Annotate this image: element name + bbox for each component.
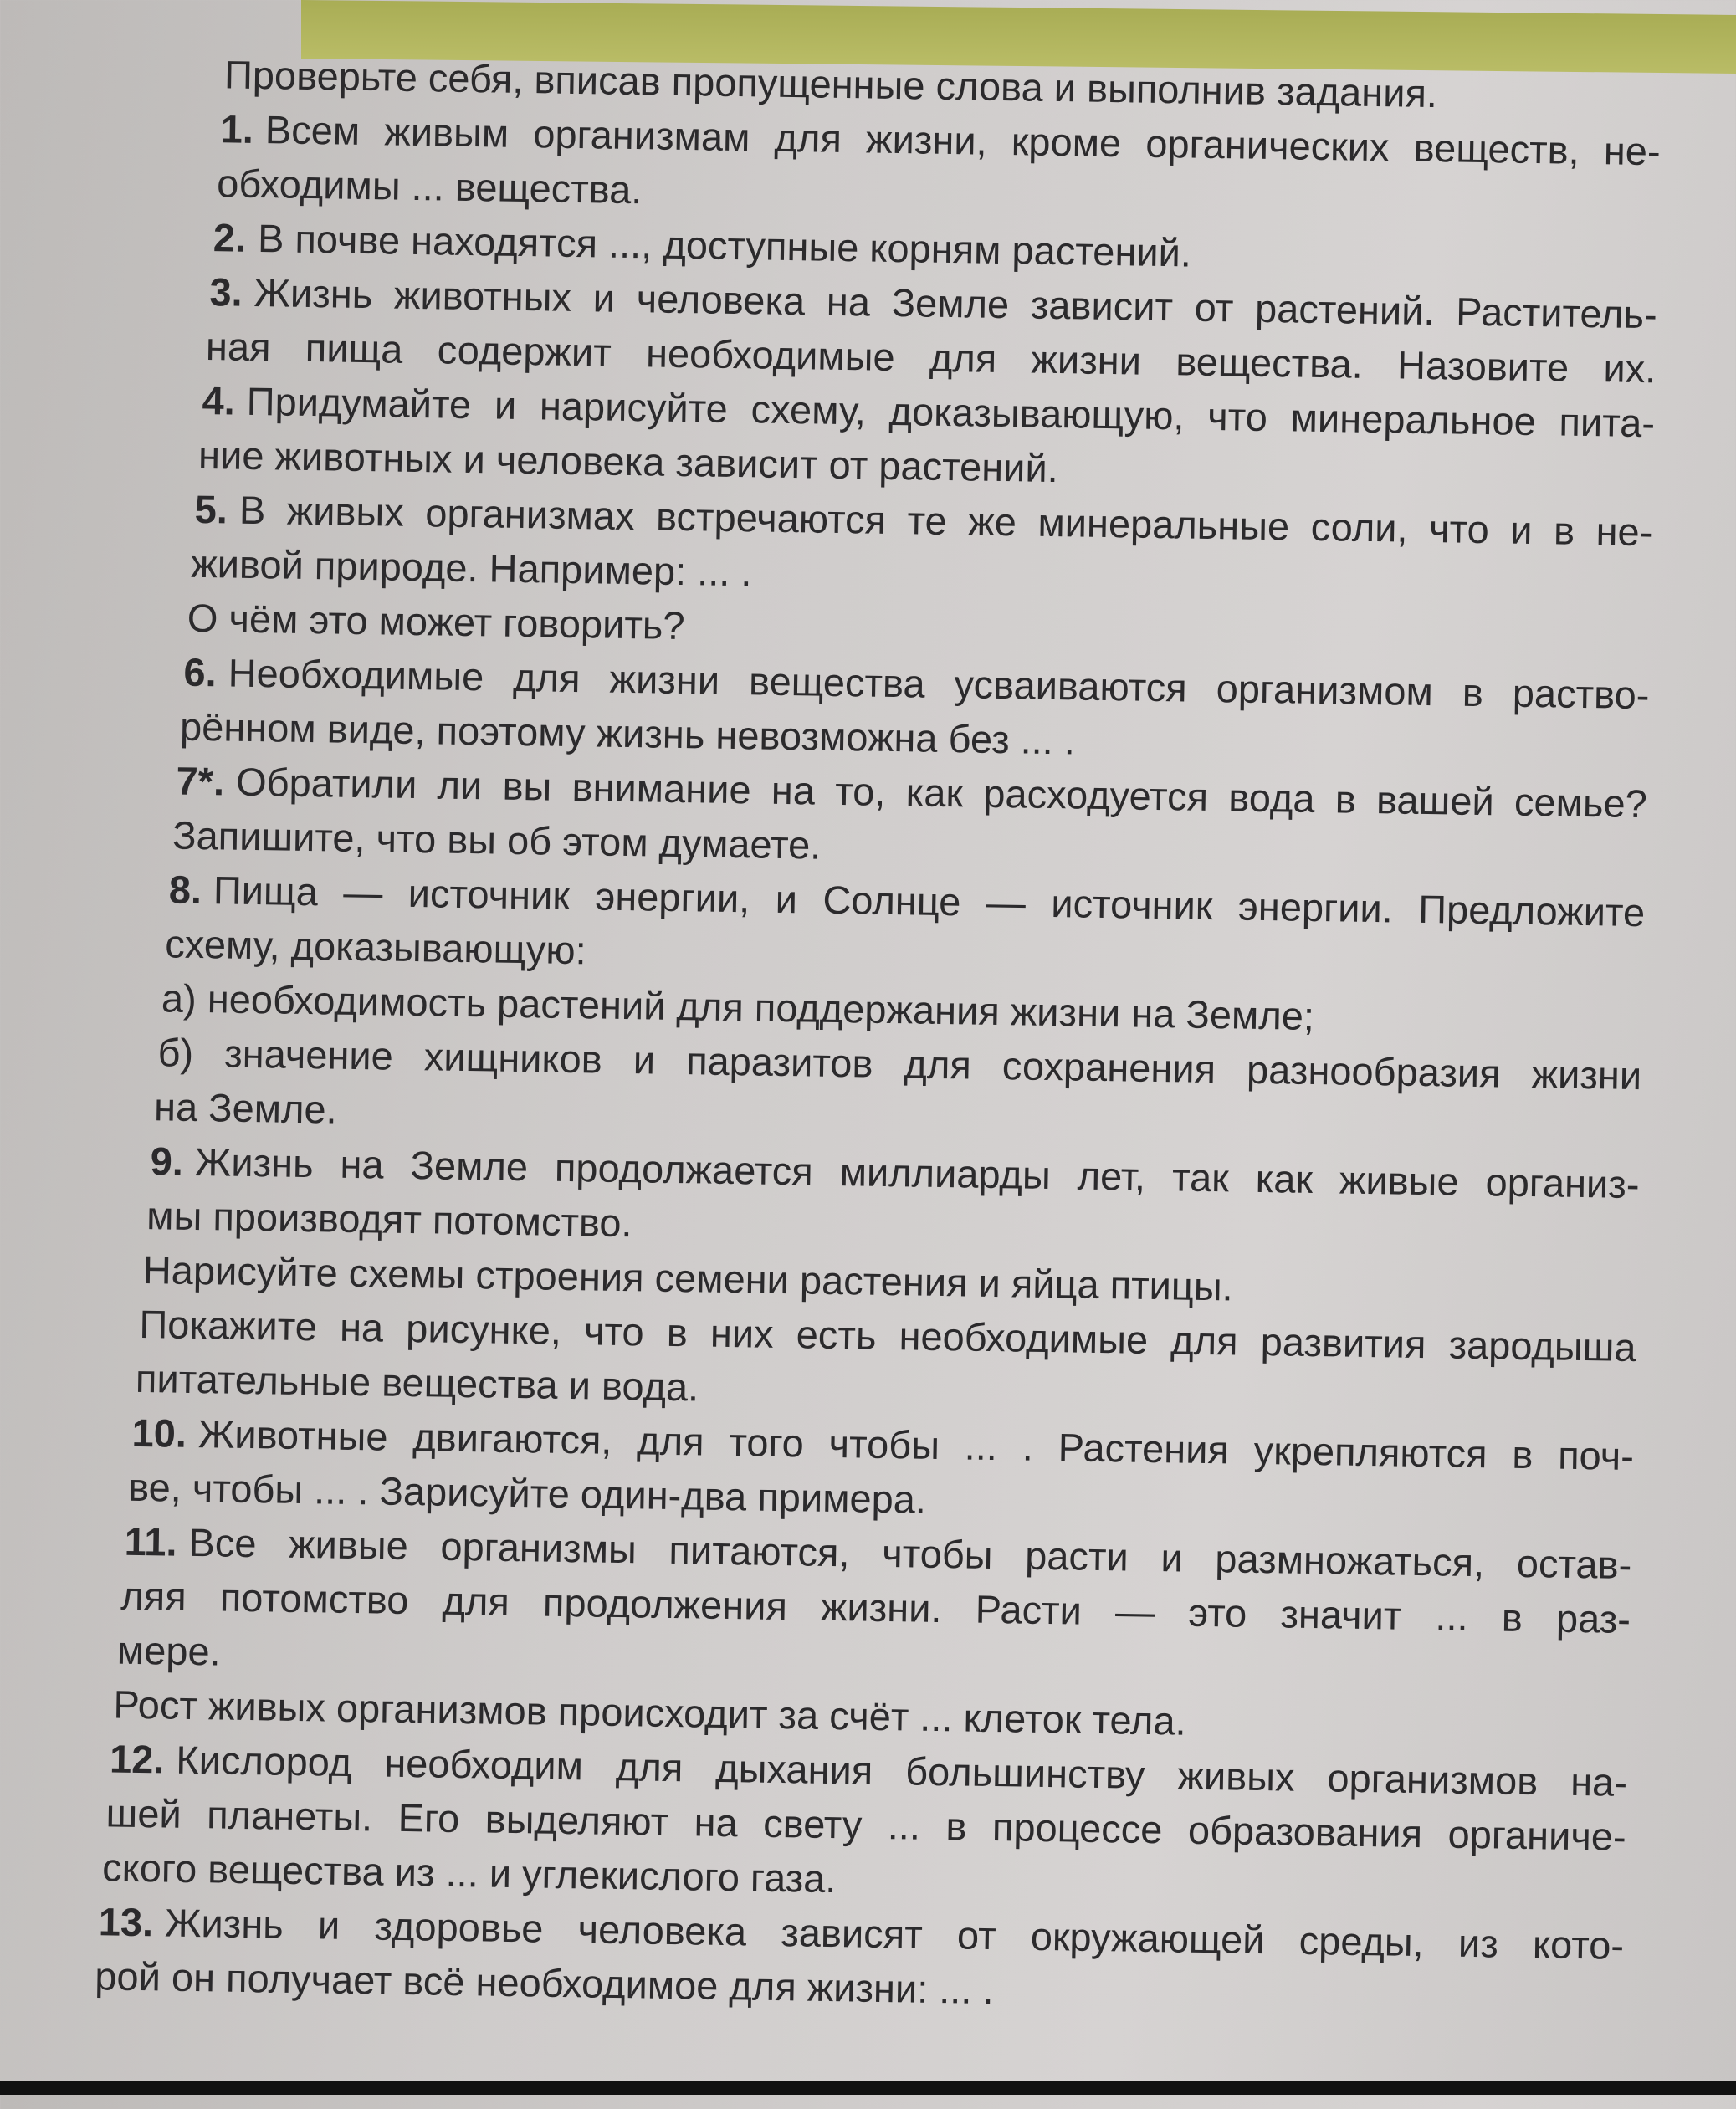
line-text: обходимы ... вещества.: [216, 161, 643, 212]
line-text: Всем живым организмам для жизни, кроме органических веществ, не-: [264, 107, 1662, 174]
task-number: 4.: [202, 377, 236, 423]
task-number: 6.: [183, 649, 218, 695]
line-text: живой природе. Например: ... .: [190, 540, 752, 595]
line-text: В живых организмах встречаются те же минеральные соли, что и в не-: [238, 487, 1653, 555]
task-number: 13.: [98, 1899, 154, 1945]
task-number: 1.: [220, 106, 254, 151]
line-text: Животные двигаются, для того чтобы ... . Растения укрепляются в поч-: [197, 1411, 1635, 1479]
line-text: Проверьте себя, вписав пропущенные слова и выполнив задания.: [223, 52, 1438, 116]
line-text: рой он получает всё необходимое для жизни: ... .: [95, 1953, 995, 2013]
line-text: на Земле.: [153, 1084, 338, 1132]
task-number: 3.: [209, 269, 243, 315]
line-text: Придумайте и нарисуйте схему, доказывающую, что минеральное пита-: [246, 378, 1656, 446]
line-text: а) необходимость растений для поддержания жизни на Земле;: [161, 975, 1315, 1038]
line-text: О чём это может говорить?: [187, 595, 685, 648]
task-number: 5.: [194, 486, 228, 532]
task-number: 2.: [213, 215, 247, 260]
line-text: Покажите на рисунке, что в них есть необходимые для развития зародыша: [139, 1301, 1636, 1370]
task-number: 12.: [109, 1736, 165, 1782]
line-text: Жизнь и здоровье человека зависят от окружающей среды, из кото-: [164, 1900, 1625, 1968]
line-text: Рост живых организмов происходит за счёт ... клеток тела.: [113, 1682, 1187, 1743]
line-text: Нарисуйте схемы строения семени растения и яйца птицы.: [142, 1247, 1234, 1309]
line-text: Жизнь на Земле продолжается миллиарды лет, так как живые организ-: [194, 1139, 1640, 1207]
line-text: ная пища содержит необходимые для жизни вещества. Назовите их.: [205, 324, 1657, 392]
line-text: шей планеты. Его выделяют на свету ... в процессе образования органиче-: [105, 1790, 1627, 1859]
line-text: Необходимые для жизни вещества усваиваются организмом в раство-: [228, 650, 1650, 718]
line-text: б) значение хищников и паразитов для сохранения разнообразия жизни: [157, 1030, 1642, 1098]
line-text: Обратили ли вы внимание на то, как расходуется вода в вашей семье?: [235, 759, 1648, 827]
line-text: Кислород необходим для дыхания большинству живых организмов на-: [176, 1737, 1628, 1804]
line-text: ве, чтобы ... . Зарисуйте один-два примера.: [127, 1464, 927, 1522]
task-number: 11.: [124, 1518, 177, 1564]
line-text: ляя потомство для продолжения жизни. Расти — это значит ... в раз-: [120, 1573, 1631, 1641]
line-text: ние животных и человека зависит от растений.: [197, 432, 1059, 491]
bottom-edge: [0, 2081, 1736, 2095]
line-text: Жизнь животных и человека на Земле зависит от растений. Раститель-: [253, 269, 1658, 337]
line-text: питательные вещества и вода.: [135, 1355, 699, 1410]
line-text: В почве находятся ..., доступные корням растений.: [257, 216, 1192, 275]
line-text: Запишите, что вы об этом думаете.: [172, 812, 822, 868]
line-text: ского вещества из ... и углекислого газа.: [101, 1845, 837, 1902]
task-number: 9.: [150, 1139, 184, 1184]
line-text: схему, доказывающую:: [164, 921, 587, 973]
line-text: Пища — источник энергии, и Солнце — источник энергии. Предложите: [213, 868, 1646, 935]
line-text: мы производят потомство.: [146, 1193, 633, 1246]
line-text: рённом виде, поэтому жизнь невозможна без ... .: [179, 704, 1076, 763]
task-number: 7*.: [176, 758, 225, 804]
task-number: 8.: [168, 867, 202, 913]
task-number: 10.: [131, 1410, 187, 1456]
line-text: мере.: [116, 1627, 222, 1674]
line-text: Все живые организмы питаются, чтобы расти и размножаться, остав-: [188, 1519, 1632, 1587]
